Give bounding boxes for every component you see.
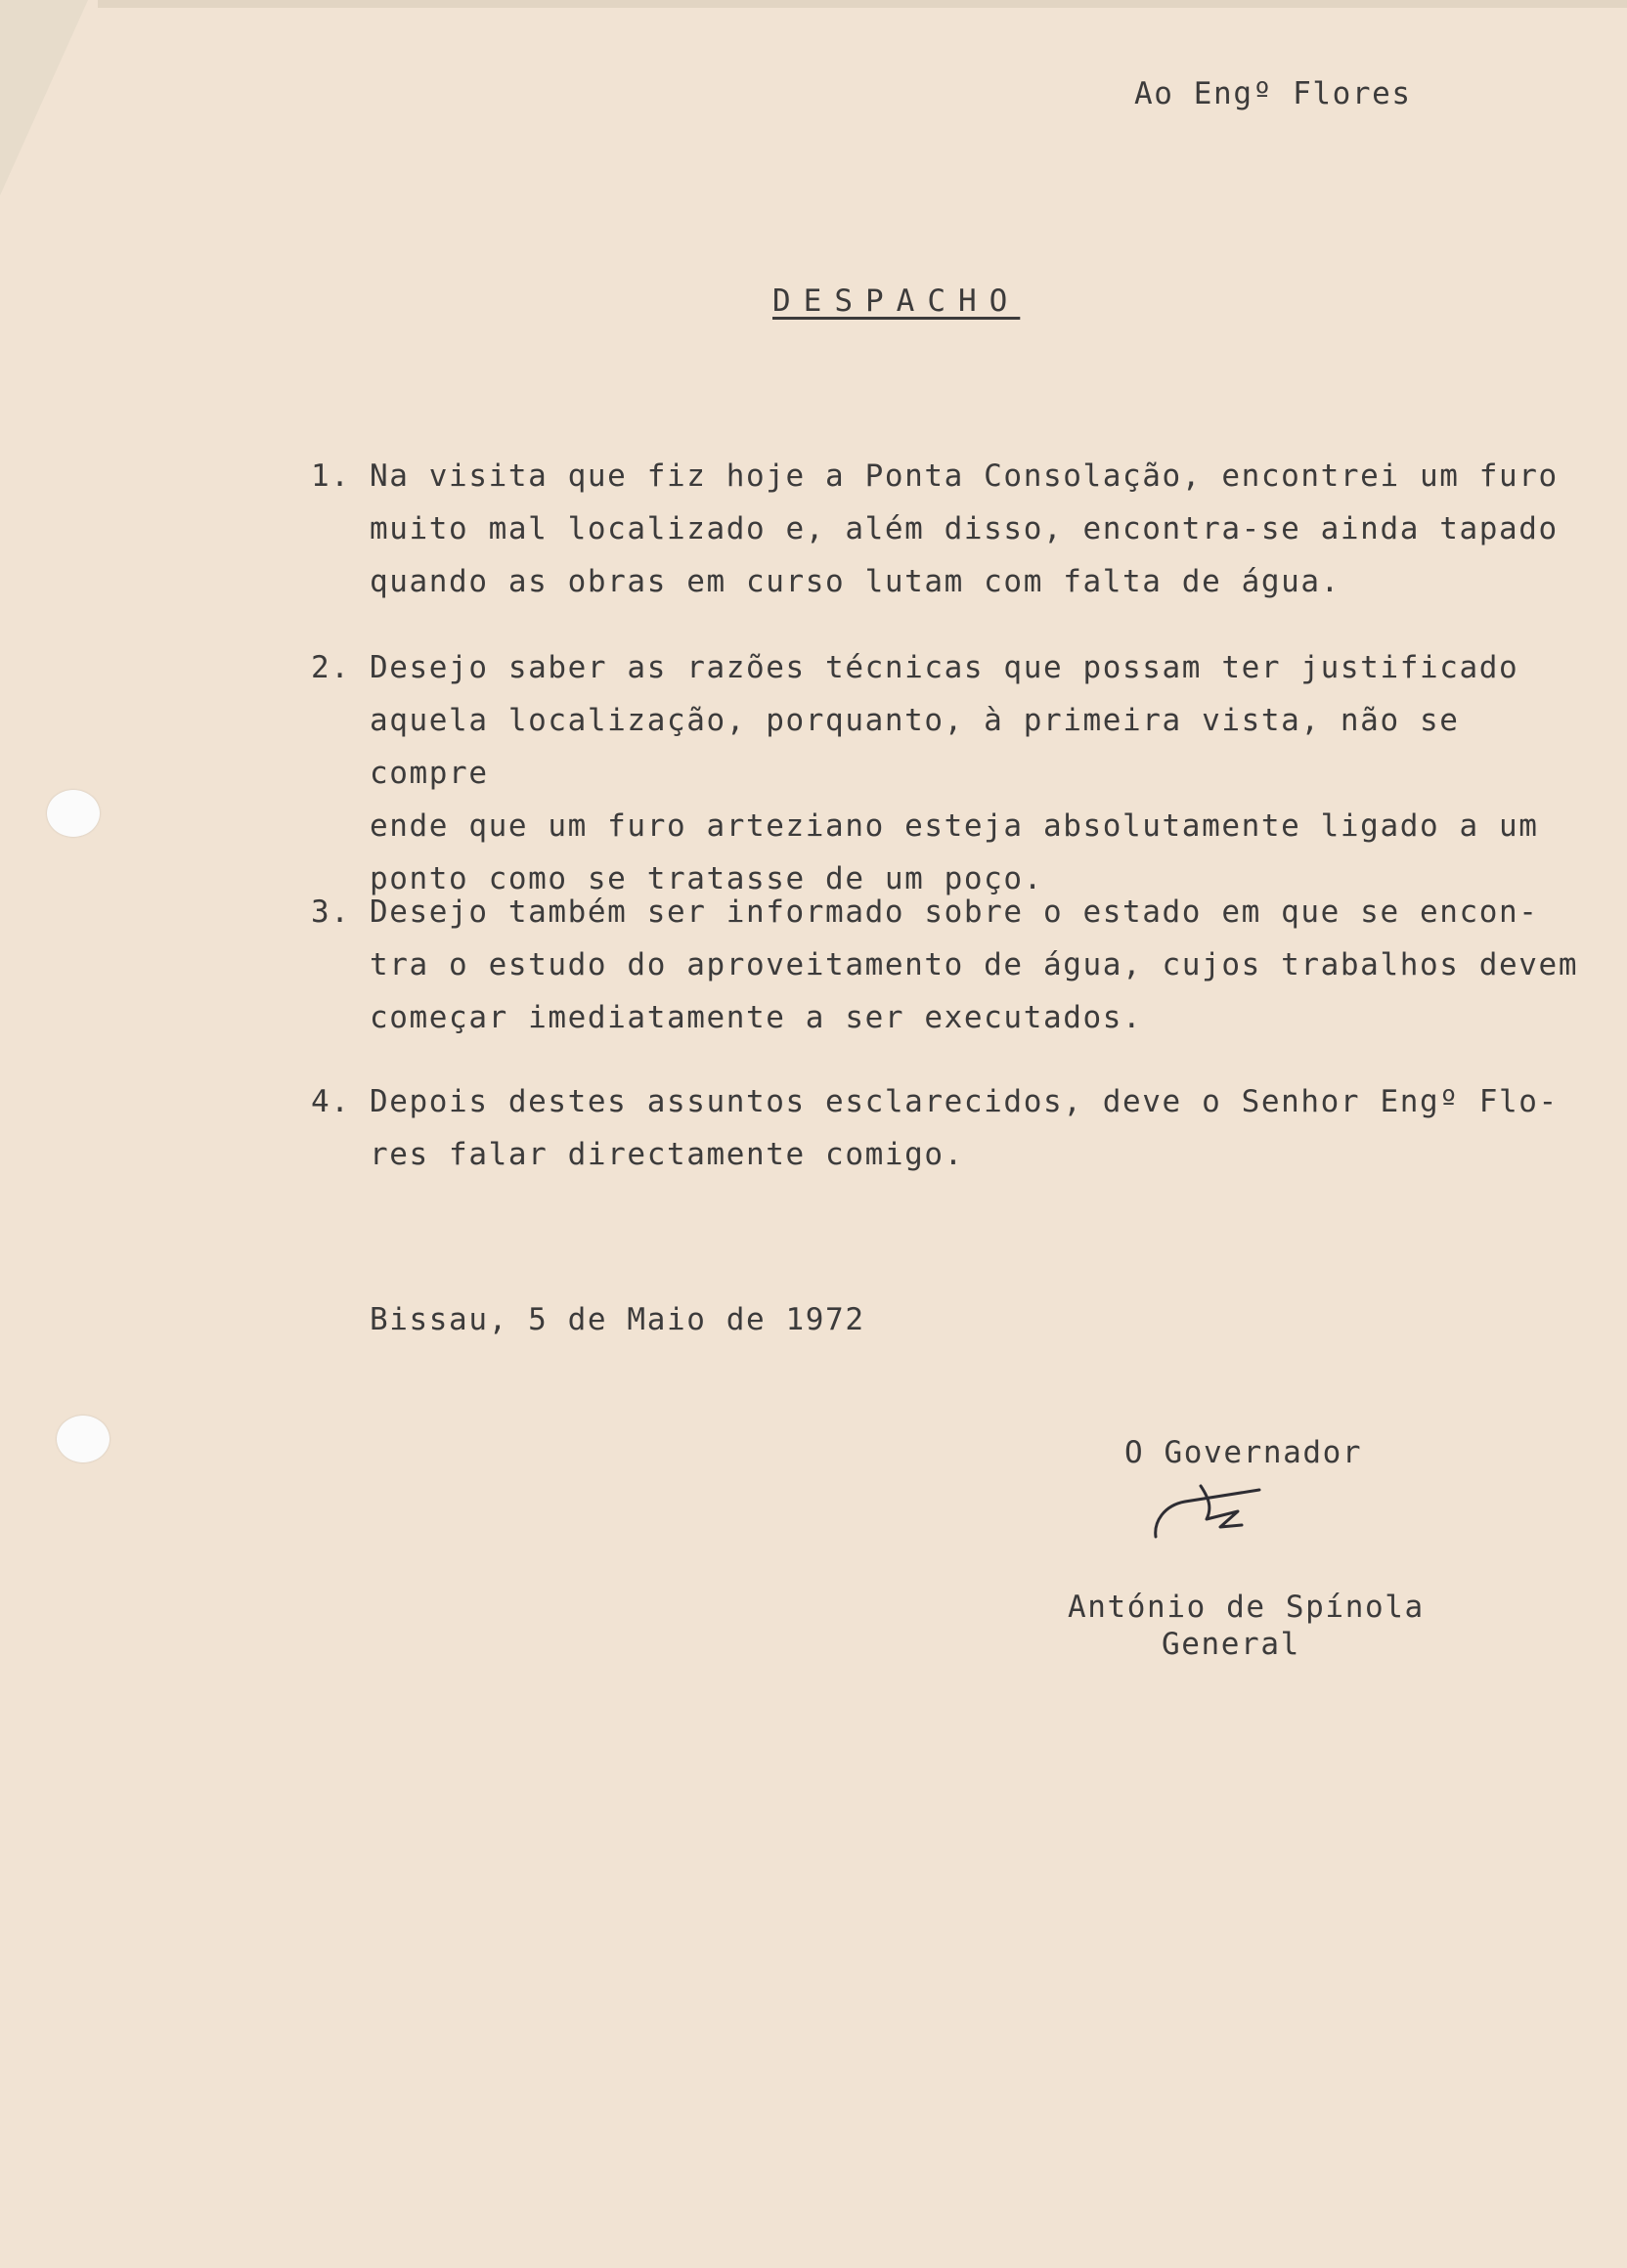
paragraph-number: 1. [311, 458, 351, 494]
signatory-role: O Governador [1124, 1435, 1363, 1470]
place-date: Bissau, 5 de Maio de 1972 [370, 1302, 865, 1337]
handwritten-signature [1144, 1468, 1281, 1547]
paragraph-1 [311, 450, 1582, 608]
document-title: DESPACHO [772, 284, 1021, 319]
torn-corner [0, 0, 88, 196]
recipient-line: Ao Engº Flores [1134, 76, 1412, 111]
paragraph-2 [311, 641, 1582, 905]
signatory-rank: General [1162, 1627, 1300, 1662]
paragraph-number: 3. [311, 894, 351, 930]
paragraph-number: 2. [311, 650, 351, 685]
paper-top-edge [98, 0, 1627, 8]
paragraph-text: Na visita que fiz hoje a Ponta Consolação, encontrei um furo muito mal localizado e, além disso, encontra-se ainda tapado quando as obras em curso lutam com falta de água. [370, 458, 1559, 599]
signatory-name: António de Spínola [1068, 1590, 1425, 1625]
paragraph-text: Depois destes assuntos esclarecidos, deve o Senhor Engº Flo- res falar directamente comigo. [370, 1084, 1559, 1172]
punch-hole-lower [57, 1416, 110, 1462]
paragraph-3 [311, 886, 1582, 1044]
punch-hole-upper [47, 790, 100, 837]
paragraph-text: Desejo saber as razões técnicas que possam ter justificado aquela localização, porquanto, à primeira vista, não se compre ende que um furo arteziano esteja absolutamente ligado a um ponto como se tratasse de um poço. [370, 650, 1539, 896]
paragraph-text: Desejo também ser informado sobre o estado em que se encon- tra o estudo do aproveitamento de água, cujos trabalhos devem começar imediatamente a ser executados. [370, 894, 1579, 1035]
paragraph-4 [311, 1075, 1582, 1181]
paragraph-number: 4. [311, 1084, 351, 1119]
